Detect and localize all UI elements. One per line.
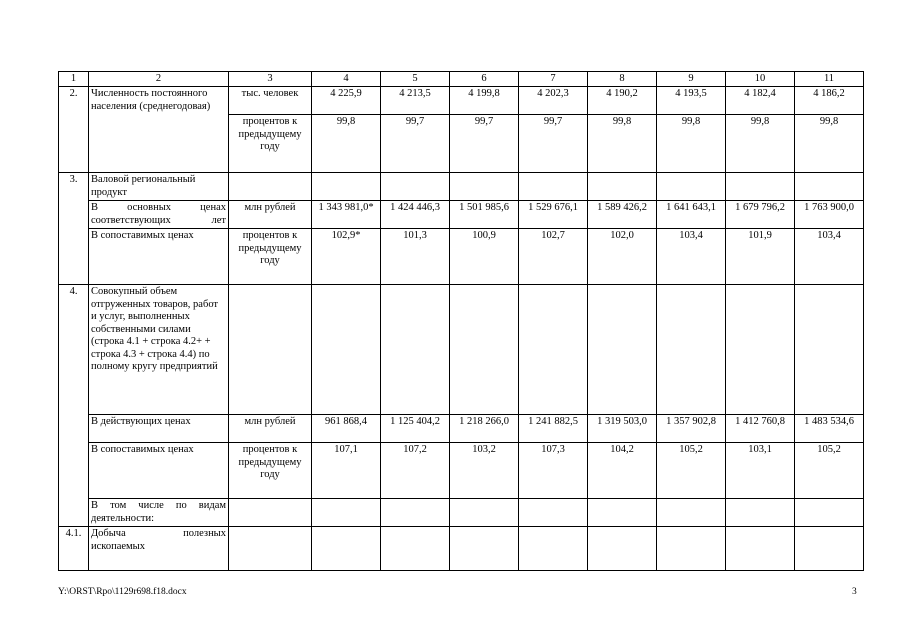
row-number: 4. (59, 285, 89, 527)
empty-cell (519, 527, 588, 571)
value-cell: 102,0 (588, 229, 657, 285)
value-cell: 103,4 (657, 229, 726, 285)
value-cell: 102,7 (519, 229, 588, 285)
empty-cell (795, 527, 864, 571)
empty-cell (312, 499, 381, 527)
value-cell: 1 218 266,0 (450, 415, 519, 443)
empty-cell (588, 499, 657, 527)
value-cell: 1 589 426,2 (588, 201, 657, 229)
value-cell: 103,1 (726, 443, 795, 499)
unit-cell: млн рублей (229, 201, 312, 229)
row-number: 3. (59, 173, 89, 285)
value-cell: 100,9 (450, 229, 519, 285)
empty-cell (450, 499, 519, 527)
value-cell: 107,3 (519, 443, 588, 499)
empty-cell (229, 285, 312, 415)
col-header: 7 (519, 72, 588, 87)
value-cell: 99,8 (657, 115, 726, 173)
empty-cell (381, 285, 450, 415)
row-subname: В сопоставимых ценах (89, 443, 229, 499)
empty-cell (726, 527, 795, 571)
empty-cell (381, 527, 450, 571)
col-header: 8 (588, 72, 657, 87)
empty-cell (450, 173, 519, 201)
value-cell: 1 529 676,1 (519, 201, 588, 229)
value-cell: 102,9* (312, 229, 381, 285)
value-cell: 1 641 643,1 (657, 201, 726, 229)
empty-cell (726, 285, 795, 415)
table-row (59, 201, 864, 229)
empty-cell (519, 285, 588, 415)
col-header: 2 (89, 72, 229, 87)
empty-cell (229, 173, 312, 201)
row-name: Численность постоянного населения (среднегодовая) (89, 87, 229, 173)
empty-cell (312, 173, 381, 201)
table-row (59, 415, 864, 443)
unit-cell: млн рублей (229, 415, 312, 443)
empty-cell (657, 527, 726, 571)
col-header: 5 (381, 72, 450, 87)
table-row (59, 87, 864, 115)
empty-cell (588, 285, 657, 415)
empty-cell (229, 527, 312, 571)
row-subname: В том числе по видам деятельности: (89, 499, 229, 527)
empty-cell (450, 527, 519, 571)
empty-cell (657, 499, 726, 527)
value-cell: 103,4 (795, 229, 864, 285)
unit-cell: процентов к предыдущему году (229, 443, 312, 499)
value-cell: 4 182,4 (726, 87, 795, 115)
data-table (58, 71, 864, 571)
value-cell: 4 193,5 (657, 87, 726, 115)
value-cell: 1 241 882,5 (519, 415, 588, 443)
row-name: Совокупный объем отгруженных товаров, работ и услуг, выполненных собственными силами (строка 4.1 + строка 4.2+ + строка 4.3 + строка 4.4) по полному кругу предприятий (89, 285, 229, 415)
value-cell: 107,1 (312, 443, 381, 499)
empty-cell (795, 173, 864, 201)
page-number: 3 (852, 587, 857, 597)
value-cell: 4 225,9 (312, 87, 381, 115)
value-cell: 1 424 446,3 (381, 201, 450, 229)
empty-cell (519, 173, 588, 201)
value-cell: 104,2 (588, 443, 657, 499)
empty-cell (312, 285, 381, 415)
empty-cell (795, 499, 864, 527)
empty-cell (657, 285, 726, 415)
row-name: Валовой региональный продукт (89, 173, 229, 201)
value-cell: 4 186,2 (795, 87, 864, 115)
value-cell: 1 343 981,0* (312, 201, 381, 229)
row-number: 4.1. (59, 527, 89, 571)
row-name: Добыча полезных ископаемых (89, 527, 229, 571)
table-row (59, 443, 864, 499)
value-cell: 99,8 (726, 115, 795, 173)
value-cell: 4 190,2 (588, 87, 657, 115)
empty-cell (795, 285, 864, 415)
value-cell: 1 763 900,0 (795, 201, 864, 229)
table-row (59, 229, 864, 285)
table-row (59, 499, 864, 527)
row-subname: В сопоставимых ценах (89, 229, 229, 285)
value-cell: 1 125 404,2 (381, 415, 450, 443)
value-cell: 99,7 (519, 115, 588, 173)
value-cell: 99,7 (381, 115, 450, 173)
value-cell: 101,3 (381, 229, 450, 285)
empty-cell (381, 499, 450, 527)
value-cell: 99,8 (795, 115, 864, 173)
value-cell: 105,2 (795, 443, 864, 499)
empty-cell (588, 173, 657, 201)
row-number: 2. (59, 87, 89, 173)
empty-cell (519, 499, 588, 527)
unit-cell: процентов к предыдущему году (229, 229, 312, 285)
value-cell: 99,7 (450, 115, 519, 173)
table-row (59, 173, 864, 201)
empty-cell (450, 285, 519, 415)
col-header: 10 (726, 72, 795, 87)
value-cell: 961 868,4 (312, 415, 381, 443)
col-header: 9 (657, 72, 726, 87)
table-row (59, 527, 864, 571)
col-header: 3 (229, 72, 312, 87)
empty-cell (726, 173, 795, 201)
col-header: 4 (312, 72, 381, 87)
empty-cell (229, 499, 312, 527)
column-number-row (59, 72, 864, 87)
value-cell: 1 319 503,0 (588, 415, 657, 443)
value-cell: 105,2 (657, 443, 726, 499)
value-cell: 1 357 902,8 (657, 415, 726, 443)
value-cell: 1 501 985,6 (450, 201, 519, 229)
empty-cell (657, 173, 726, 201)
row-subname: В действующих ценах (89, 415, 229, 443)
unit-cell: процентов к предыдущему году (229, 115, 312, 173)
value-cell: 1 483 534,6 (795, 415, 864, 443)
row-subname: В основных ценах соответствующих лет (89, 201, 229, 229)
unit-cell: тыс. человек (229, 87, 312, 115)
value-cell: 107,2 (381, 443, 450, 499)
value-cell: 4 202,3 (519, 87, 588, 115)
value-cell: 1 679 796,2 (726, 201, 795, 229)
empty-cell (312, 527, 381, 571)
empty-cell (381, 173, 450, 201)
col-header: 1 (59, 72, 89, 87)
col-header: 6 (450, 72, 519, 87)
table-row (59, 285, 864, 415)
value-cell: 103,2 (450, 443, 519, 499)
value-cell: 1 412 760,8 (726, 415, 795, 443)
col-header: 11 (795, 72, 864, 87)
value-cell: 99,8 (588, 115, 657, 173)
empty-cell (726, 499, 795, 527)
value-cell: 99,8 (312, 115, 381, 173)
footer-file-path: Y:\ORST\Rpo\1129r698.f18.docx (58, 587, 187, 597)
empty-cell (588, 527, 657, 571)
value-cell: 4 199,8 (450, 87, 519, 115)
value-cell: 101,9 (726, 229, 795, 285)
value-cell: 4 213,5 (381, 87, 450, 115)
